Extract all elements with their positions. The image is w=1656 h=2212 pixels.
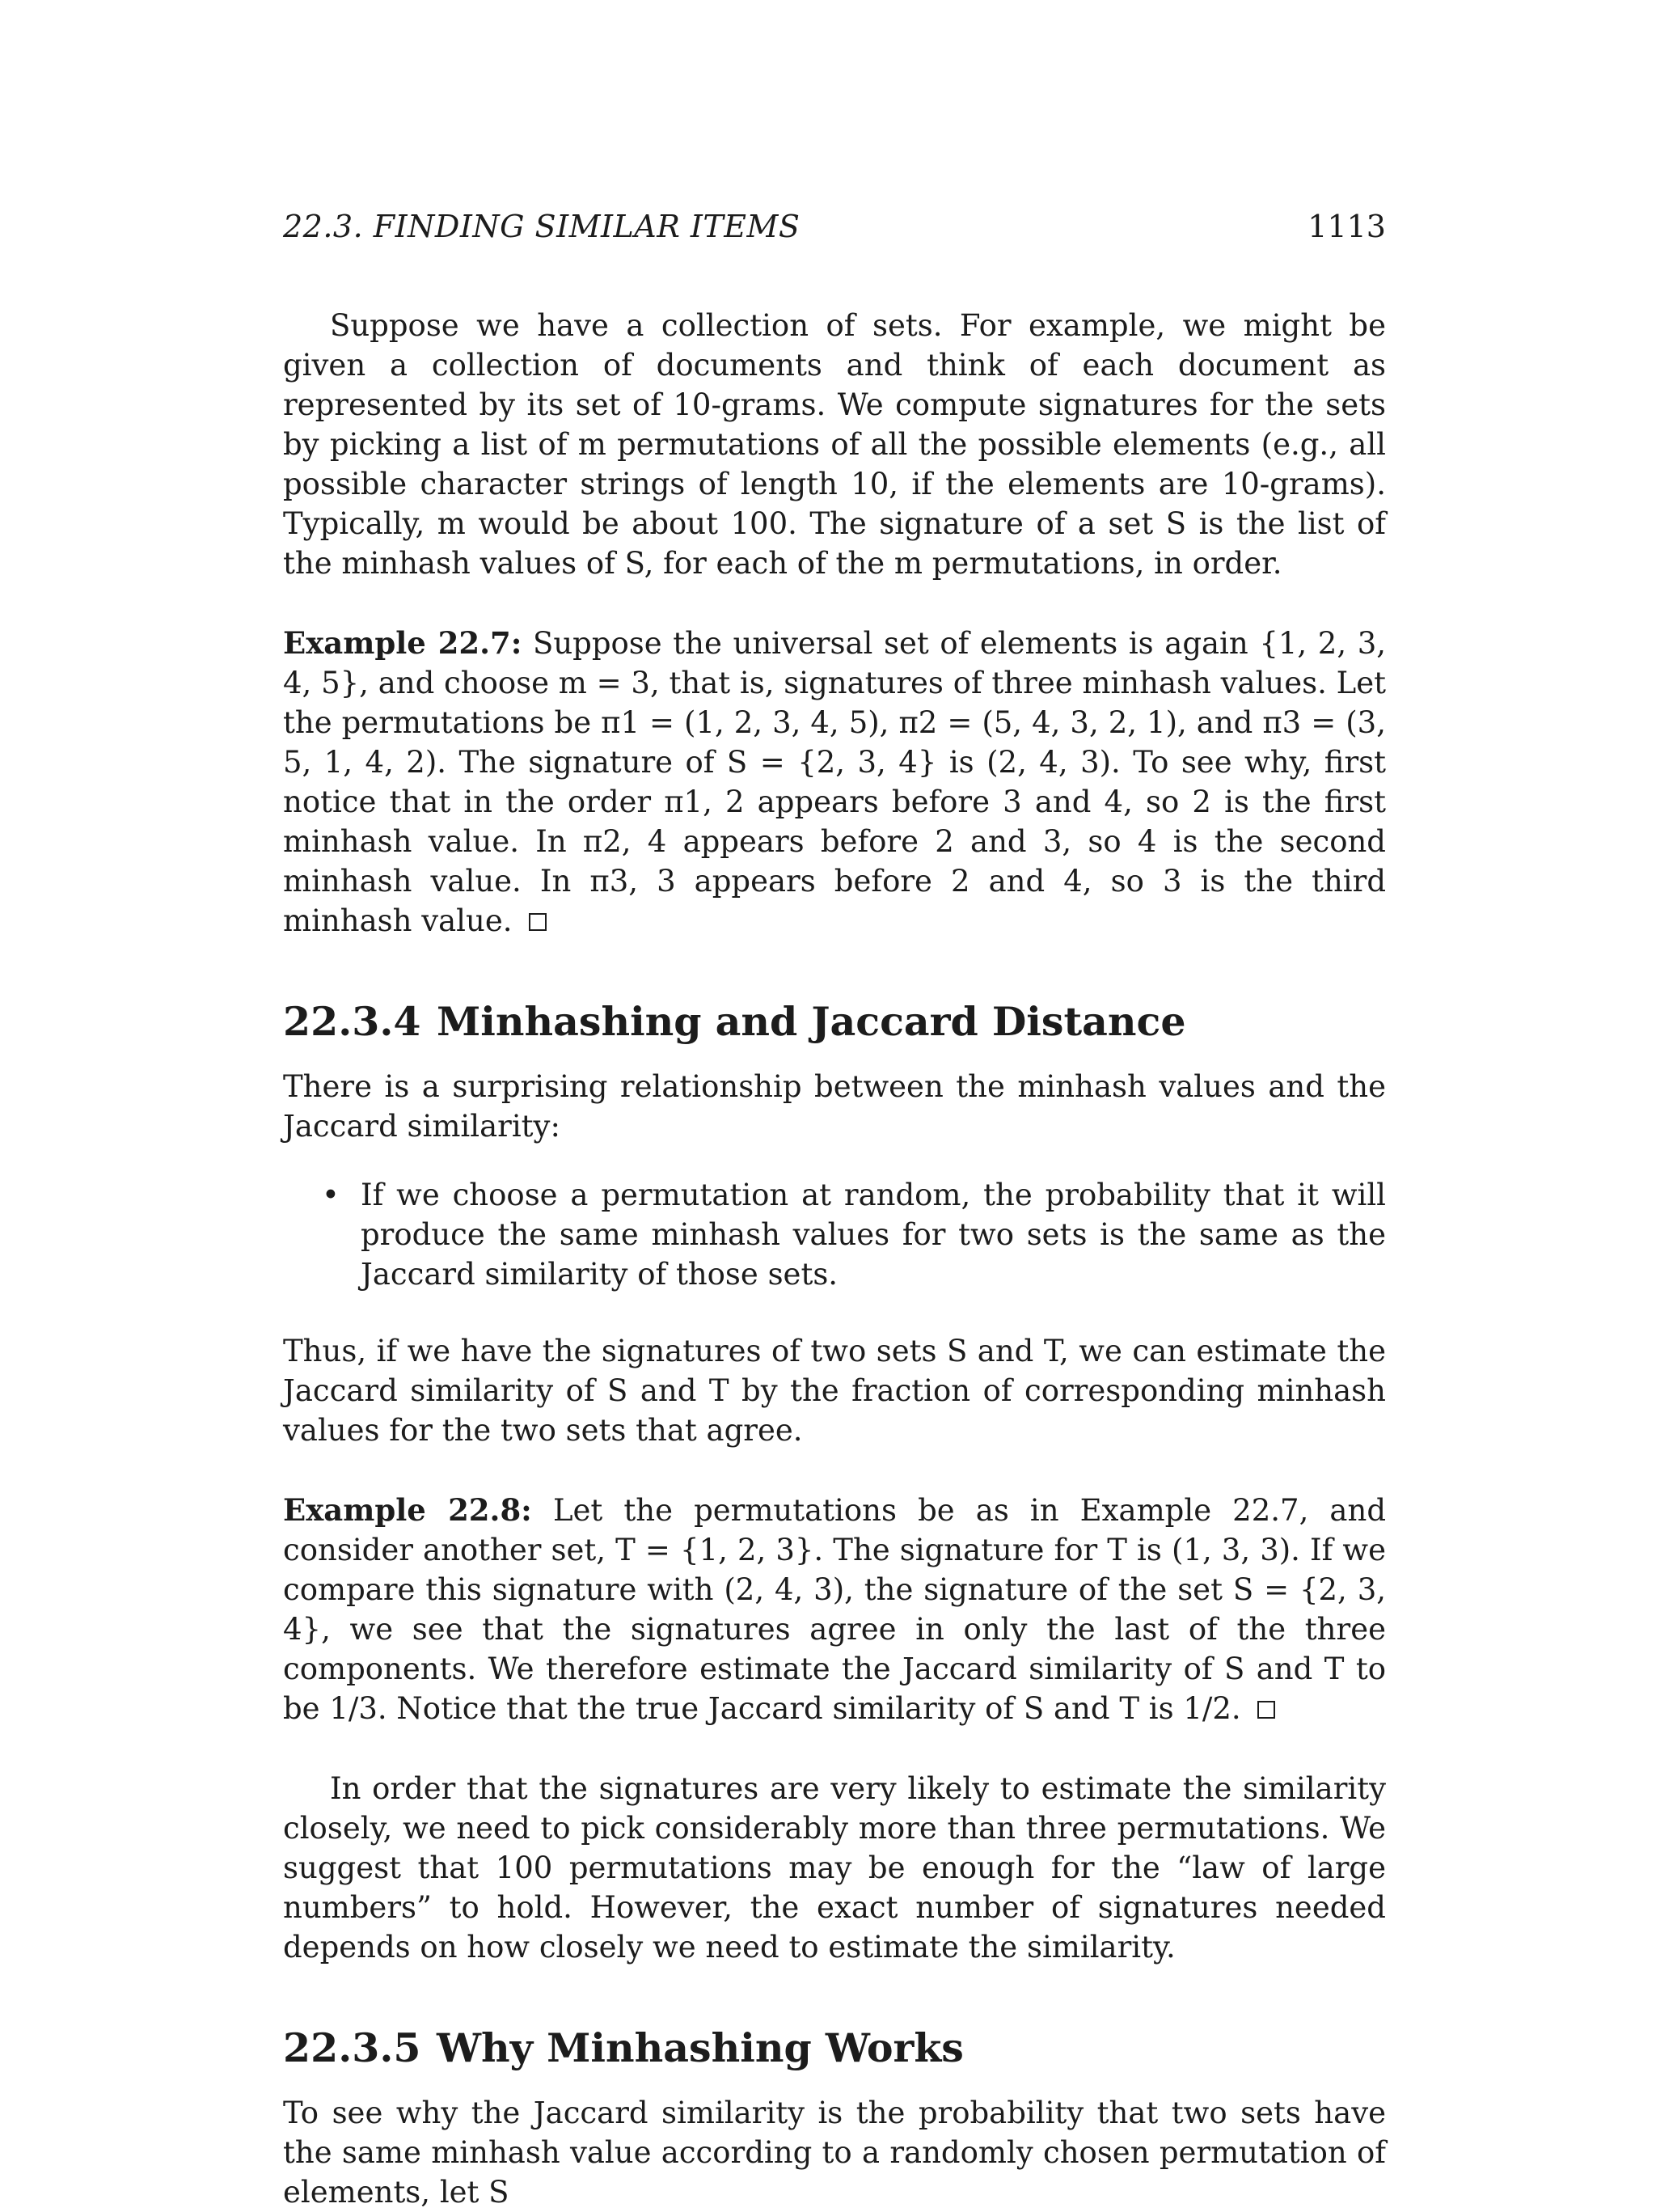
section-number: 22.3.4: [283, 998, 421, 1045]
example-22-7: [283, 624, 1386, 941]
page-header: [283, 209, 1386, 244]
section-number: 22.3.5: [283, 2024, 421, 2071]
section-title: Why Minhashing Works: [437, 2024, 964, 2071]
running-head: 22.3. FINDING SIMILAR ITEMS: [283, 209, 801, 244]
example-text: Suppose the universal set of elements is again {1, 2, 3, 4, 5}, and choose m = 3, that is, signatures of three minhash values. Let the permutations be π1 = (1, 2, 3, 4, 5), π2 = (5, 4, 3, 2, 1), and π3 = (3, 5, 1, 4, 2). The signature of S = {2, 3, 4} is (2, 4, 3). To see why, first notice that in the order π1, 2 appears before 3 and 4, so 2 is the first minhash value. In π2, 4 appears before 2 and 3, so 4 is the second minhash value. In π3, 3 appears before 2 and 4, so 3 is the third minhash value.: [283, 626, 1386, 938]
page-number: 1113: [1307, 209, 1386, 244]
bullet-icon: •: [322, 1178, 340, 1212]
example-label: Example 22.7:: [283, 625, 522, 661]
paragraph-relationship: There is a surprising relationship between the minhash values and the Jaccard similarity:: [283, 1069, 1386, 1144]
paragraph-order: In order that the signatures are very likely to estimate the similarity closely, we need to pick considerably more than three permutations. We suggest that 100 permutations may be enough for the “law of large numbers” to hold. However, the exact number of signatures needed depends on how closely we need to estimate the similarity.: [283, 1771, 1386, 1965]
list-item: [322, 1175, 1386, 1294]
bullet-text: If we choose a permutation at random, the probability that it will produce the same minhash values for two sets is the same as the Jaccard similarity of those sets.: [361, 1178, 1386, 1292]
section-title: Minhashing and Jaccard Distance: [437, 998, 1186, 1045]
section-heading-22-3-5: [283, 2024, 1386, 2072]
example-text: Let the permutations be as in Example 22.7, and consider another set, T = {1, 2, 3}. The signature for T is (1, 3, 3). If we compare this signature with (2, 4, 3), the signature of the set S = {2, 3, 4}, we see that the signatures agree in only the last of the three components. We therefore estimate the Jaccard similarity of S and T to be 1/3. Notice that the true Jaccard similarity of S and T is 1/2.: [283, 1493, 1386, 1726]
qed-box-icon: [1257, 1701, 1275, 1719]
bullet-list: [283, 1175, 1386, 1294]
paragraph-why: To see why the Jaccard similarity is the probability that two sets have the same minhash value according to a randomly chosen permutation of elements, let S: [283, 2096, 1386, 2210]
qed-box-icon: [529, 913, 547, 931]
section-heading-22-3-4: [283, 997, 1386, 1046]
example-label: Example 22.8:: [283, 1492, 532, 1528]
paragraph-intro: Suppose we have a collection of sets. For example, we might be given a collection of documents and think of each document as represented by its set of 10-grams. We compute signatures for the sets by picking a list of m permutations of all the possible elements (e.g., all possible character strings of length 10, if the elements are 10-grams). Typically, m would be about 100. The signature of a set S is the list of the minhash values of S, for each of the m permutations, in order.: [283, 308, 1386, 581]
paragraph-thus: Thus, if we have the signatures of two sets S and T, we can estimate the Jaccard similarity of S and T by the fraction of corresponding minhash values for the two sets that agree.: [283, 1334, 1386, 1448]
example-22-8: [283, 1491, 1386, 1728]
